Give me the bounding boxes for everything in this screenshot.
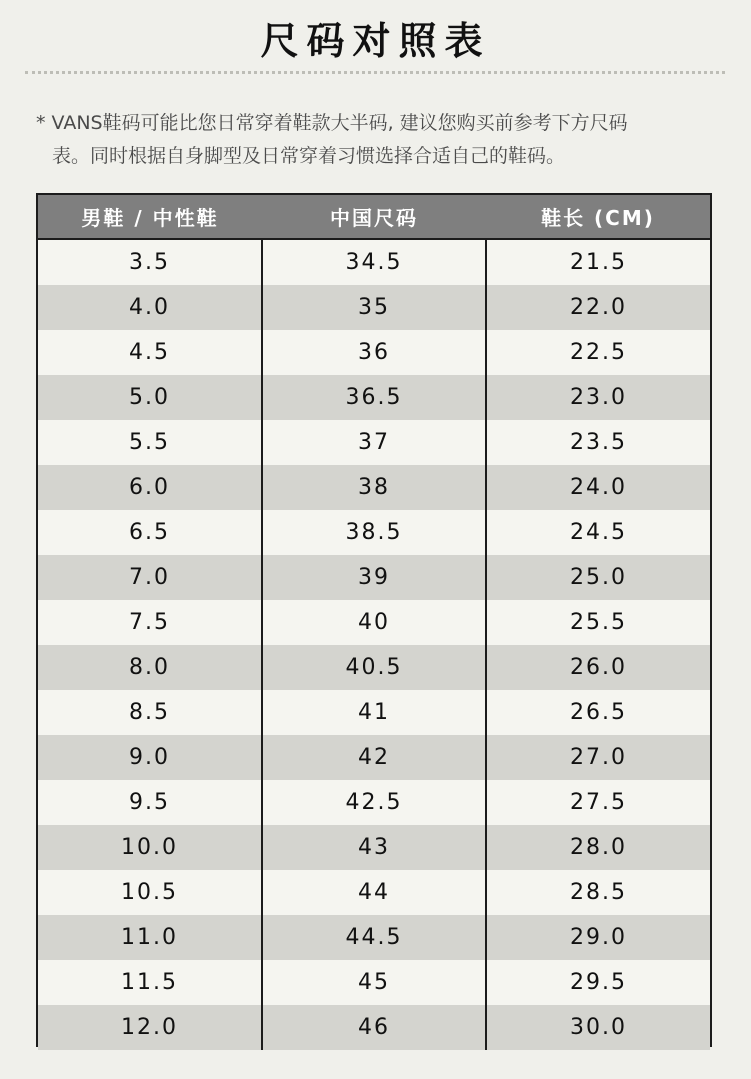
cell-cn-size: 46 xyxy=(262,1005,486,1050)
cell-cn-size: 43 xyxy=(262,825,486,870)
table-row xyxy=(38,420,710,465)
cell-cn-size: 39 xyxy=(262,555,486,600)
table-row xyxy=(38,555,710,600)
cell-foot-length: 27.0 xyxy=(486,735,710,780)
cell-cn-size: 36 xyxy=(262,330,486,375)
cell-us-size: 3.5 xyxy=(38,239,262,285)
cell-cn-size: 42.5 xyxy=(262,780,486,825)
cell-cn-size: 41 xyxy=(262,690,486,735)
cell-cn-size: 44 xyxy=(262,870,486,915)
cell-us-size: 4.0 xyxy=(38,285,262,330)
table-row xyxy=(38,780,710,825)
cell-foot-length: 22.0 xyxy=(486,285,710,330)
cell-foot-length: 25.5 xyxy=(486,600,710,645)
cell-us-size: 4.5 xyxy=(38,330,262,375)
cell-cn-size: 36.5 xyxy=(262,375,486,420)
cell-cn-size: 34.5 xyxy=(262,239,486,285)
table-header-row xyxy=(38,195,710,239)
cell-us-size: 12.0 xyxy=(38,1005,262,1050)
cell-foot-length: 30.0 xyxy=(486,1005,710,1050)
table-row xyxy=(38,510,710,555)
table-row xyxy=(38,375,710,420)
cell-cn-size: 40 xyxy=(262,600,486,645)
cell-foot-length: 21.5 xyxy=(486,239,710,285)
table-row xyxy=(38,915,710,960)
table-body xyxy=(38,239,710,1050)
cell-cn-size: 38 xyxy=(262,465,486,510)
table-row xyxy=(38,735,710,780)
cell-cn-size: 42 xyxy=(262,735,486,780)
cell-foot-length: 29.0 xyxy=(486,915,710,960)
cell-us-size: 5.5 xyxy=(38,420,262,465)
table-row xyxy=(38,825,710,870)
table-row xyxy=(38,465,710,510)
table-row xyxy=(38,330,710,375)
size-note-line-1: * VANS鞋码可能比您日常穿着鞋款大半码, 建议您购买前参考下方尺码 xyxy=(36,112,628,134)
cell-foot-length: 28.5 xyxy=(486,870,710,915)
table-row xyxy=(38,600,710,645)
cell-us-size: 10.5 xyxy=(38,870,262,915)
cell-cn-size: 40.5 xyxy=(262,645,486,690)
cell-us-size: 10.0 xyxy=(38,825,262,870)
cell-foot-length: 24.5 xyxy=(486,510,710,555)
cell-us-size: 5.0 xyxy=(38,375,262,420)
table-row xyxy=(38,1005,710,1050)
page-title: 尺码对照表 xyxy=(260,19,491,63)
table-row xyxy=(38,285,710,330)
dotted-divider xyxy=(25,71,725,74)
cell-cn-size: 38.5 xyxy=(262,510,486,555)
table-row xyxy=(38,239,710,285)
column-header-foot-length: 鞋长 (CM) xyxy=(486,195,710,239)
cell-us-size: 11.0 xyxy=(38,915,262,960)
cell-cn-size: 45 xyxy=(262,960,486,1005)
cell-foot-length: 25.0 xyxy=(486,555,710,600)
cell-cn-size: 35 xyxy=(262,285,486,330)
cell-foot-length: 27.5 xyxy=(486,780,710,825)
cell-foot-length: 26.0 xyxy=(486,645,710,690)
cell-foot-length: 24.0 xyxy=(486,465,710,510)
column-header-us-size: 男鞋 / 中性鞋 xyxy=(38,195,262,239)
cell-cn-size: 44.5 xyxy=(262,915,486,960)
cell-foot-length: 23.0 xyxy=(486,375,710,420)
size-chart-table xyxy=(36,193,712,1047)
cell-us-size: 11.5 xyxy=(38,960,262,1005)
cell-foot-length: 28.0 xyxy=(486,825,710,870)
cell-us-size: 9.0 xyxy=(38,735,262,780)
size-note-line-2: 表。同时根据自身脚型及日常穿着习惯选择合适自己的鞋码。 xyxy=(52,145,566,167)
table-row xyxy=(38,690,710,735)
cell-foot-length: 26.5 xyxy=(486,690,710,735)
cell-us-size: 8.5 xyxy=(38,690,262,735)
cell-us-size: 6.0 xyxy=(38,465,262,510)
cell-foot-length: 22.5 xyxy=(486,330,710,375)
cell-us-size: 7.0 xyxy=(38,555,262,600)
cell-us-size: 7.5 xyxy=(38,600,262,645)
cell-us-size: 8.0 xyxy=(38,645,262,690)
cell-foot-length: 29.5 xyxy=(486,960,710,1005)
cell-us-size: 6.5 xyxy=(38,510,262,555)
table-row xyxy=(38,645,710,690)
size-note xyxy=(36,107,726,173)
column-header-cn-size: 中国尺码 xyxy=(262,195,486,239)
table-row xyxy=(38,870,710,915)
cell-foot-length: 23.5 xyxy=(486,420,710,465)
table-row xyxy=(38,960,710,1005)
cell-cn-size: 37 xyxy=(262,420,486,465)
cell-us-size: 9.5 xyxy=(38,780,262,825)
